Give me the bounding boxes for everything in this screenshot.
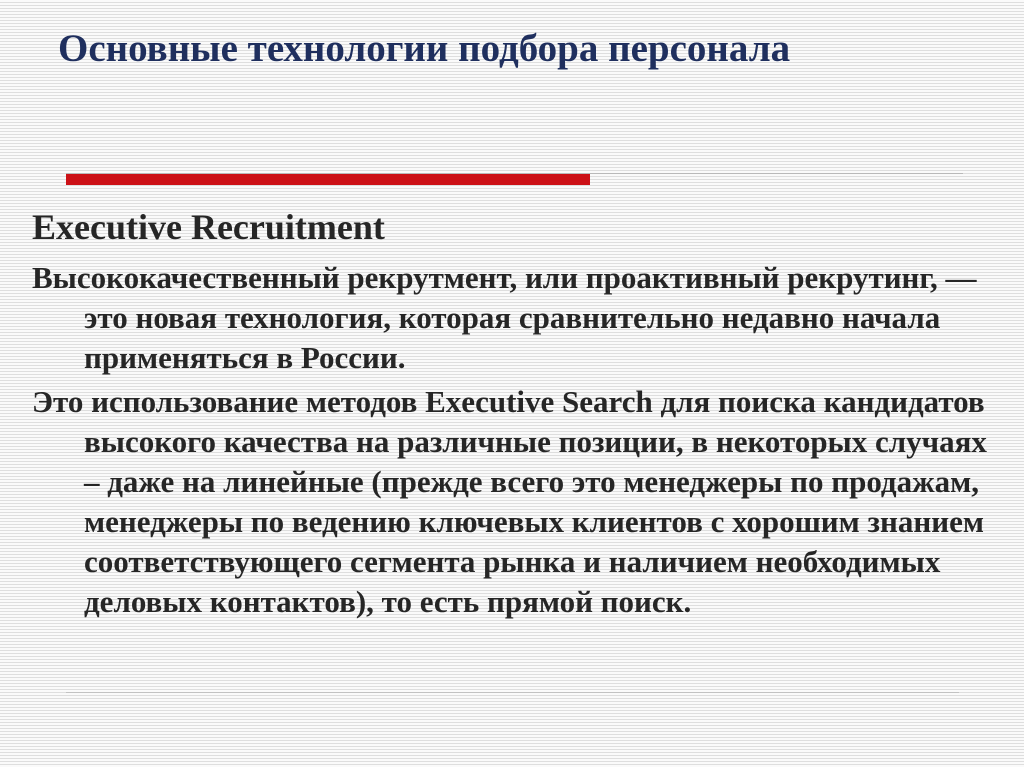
paragraph-definition: Высококачественный рекрутмент, или проактивный рекрутинг, — это новая технология, которая сравнительно недавно начала применяться в России. bbox=[32, 260, 977, 376]
subheading: Executive Recruitment bbox=[32, 207, 385, 247]
accent-bar-red bbox=[66, 174, 590, 185]
slide-title: Основные технологии подбора персонала bbox=[58, 27, 791, 70]
divider-line-bottom bbox=[66, 692, 959, 693]
paragraph-description: Это использование методов Executive Search для поиска кандидатов высокого качества на различные позиции, в некоторых случаях – даже на линейные (прежде всего это менеджеры по продажам, менеджеры по ведению ключевых клиентов с хорошим знанием соответствующего сегмента рынка и наличием необходимых деловых контактов), то есть прямой поиск. bbox=[32, 384, 987, 620]
slide-body bbox=[32, 206, 997, 626]
